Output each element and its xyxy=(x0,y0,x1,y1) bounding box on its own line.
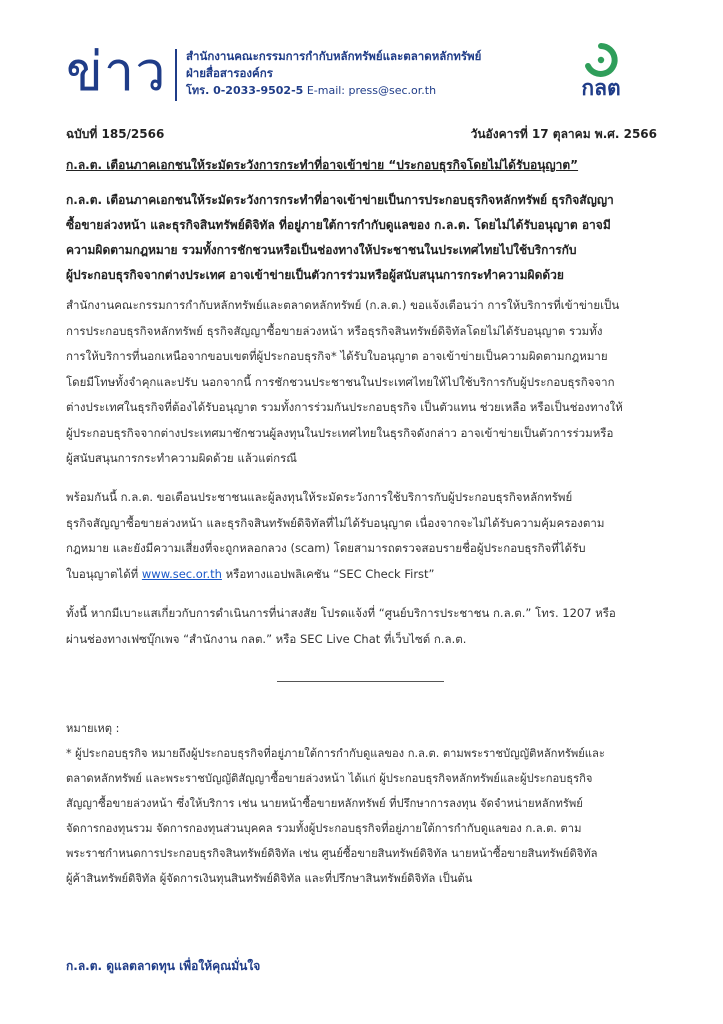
sec-logo-text: กลต xyxy=(581,76,621,100)
footnote-line: ผู้ค้าสินทรัพย์ดิจิทัล ผู้จัดการเงินทุนสินทรัพย์ดิจิทัล และที่ปรึกษาสินทรัพย์ดิจิทัล เป็นต้น xyxy=(66,872,473,885)
paragraph-line: ผู้สนับสนุนการกระทำความผิดด้วย แล้วแต่กรณี xyxy=(66,451,297,465)
lead-line: ผู้ประกอบธุรกิจจากต่างประเทศ อาจเข้าข่ายเป็นตัวการร่วมหรือผู้สนับสนุนการกระทำความผิดด้วย xyxy=(66,268,564,282)
paragraph-line: พร้อมกันนี้ ก.ล.ต. ขอเตือนประชาชนและผู้ลงทุนให้ระมัดระวังการใช้บริการกับผู้ประกอบธุรกิจหลักทรัพย์ xyxy=(66,490,573,504)
footnote-line: จัดการกองทุนรวม จัดการกองทุนส่วนบุคคล รวมทั้งผู้ประกอบธุรกิจที่อยู่ภายใต้การกำกับดูแลของ ก.ล.ต. ตาม xyxy=(66,822,582,835)
paragraph-line: ทั้งนี้ หากมีเบาะแสเกี่ยวกับการดำเนินการที่น่าสงสัย โปรดแจ้งที่ “ศูนย์บริการประชาชน ก.ล.ต.” โทร. 1207 หรือ xyxy=(66,606,616,620)
paragraph-line: ต่างประเทศในธุรกิจที่ต้องได้รับอนุญาต รวมทั้งการร่วมกันประกอบธุรกิจ เป็นตัวแทน ช่วยเหลือ หรือเป็นช่องทางให้ xyxy=(66,400,623,414)
paragraph-line: การประกอบธุรกิจหลักทรัพย์ ธุรกิจสัญญาซื้อขายล่วงหน้า หรือธุรกิจสินทรัพย์ดิจิทัลโดยไม่ได้รับอนุญาต รวมทั้ง xyxy=(66,323,603,338)
footnote-line: * ผู้ประกอบธุรกิจ หมายถึงผู้ประกอบธุรกิจที่อยู่ภายใต้การกำกับดูแลของ ก.ล.ต. ตามพระราชบัญญัติหลักทรัพย์และ xyxy=(66,747,605,760)
lead-line: ซื้อขายล่วงหน้า และธุรกิจสินทรัพย์ดิจิทัล ที่อยู่ภายใต้การกำกับดูแลของ ก.ล.ต. โดยไม่ได้รับอนุญาต อาจมี xyxy=(66,218,611,232)
paragraph-line: การให้บริการที่นอกเหนือจากขอบเขตที่ผู้ประกอบธุรกิจ* ได้รับใบอนุญาต อาจเข้าข่ายเป็นความผิดตามกฎหมาย xyxy=(66,349,608,363)
body-paragraph-2 xyxy=(66,485,666,587)
footnote-line: ตลาดหลักทรัพย์ และพระราชบัญญัติสัญญาซื้อขายล่วงหน้า ได้แก่ ผู้ประกอบธุรกิจหลักทรัพย์และผู้ประกอบธุรกิจ xyxy=(66,772,593,785)
sec-website-link[interactable]: www.sec.or.th xyxy=(141,566,222,581)
release-date: วันอังคารที่ 17 ตุลาคม พ.ศ. 2566 xyxy=(470,127,657,141)
link-prefix: ใบอนุญาตได้ที่ xyxy=(66,566,142,581)
paragraph-line: ธุรกิจสัญญาซื้อขายล่วงหน้า และธุรกิจสินทรัพย์ดิจิทัลที่ไม่ได้รับอนุญาต เนื่องจากจะไม่ได้รับความคุ้มครองตาม xyxy=(66,515,605,530)
office-name: สำนักงานคณะกรรมการกำกับหลักทรัพย์และตลาดหลักทรัพย์ xyxy=(186,49,482,63)
link-suffix: หรือทางแอปพลิเคชัน “SEC Check First” xyxy=(221,566,435,581)
paragraph-line: โดยมีโทษทั้งจำคุกและปรับ นอกจากนี้ การชักชวนประชาชนในประเทศไทยให้ไปใช้บริการกับผู้ประกอบธุรกิจจาก xyxy=(66,374,615,389)
paragraph-line: ผู้ประกอบธุรกิจจากต่างประเทศมาชักชวนผู้ลงทุนในประเทศไทยในธุรกิจดังกล่าว อาจเข้าข่ายเป็นตัวการร่วมหรือ xyxy=(66,425,614,440)
headline: ก.ล.ต. เตือนภาคเอกชนให้ระมัดระวังการกระทำที่อาจเข้าข่าย “ประกอบธุรกิจโดยไม่ได้รับอนุญาต” xyxy=(66,158,579,172)
email-address: E-mail: press@sec.or.th xyxy=(306,84,437,97)
footnote-title: หมายเหตุ : xyxy=(66,722,120,735)
paragraph-line: ผ่านช่องทางเฟซบุ๊กเพจ “สำนักงาน กลต.” หรือ SEC Live Chat ที่เว็บไซต์ ก.ล.ต. xyxy=(66,631,467,646)
department-name: ฝ่ายสื่อสารองค์กร xyxy=(186,66,273,80)
lead-line: ก.ล.ต. เตือนภาคเอกชนให้ระมัดระวังการกระทำที่อาจเข้าข่ายเป็นการประกอบธุรกิจหลักทรัพย์ ธุรกิจสัญญา xyxy=(66,193,614,207)
header-divider xyxy=(175,49,177,101)
issue-number: ฉบับที่ 185/2566 xyxy=(66,127,165,141)
header-info xyxy=(186,48,526,99)
footer-tagline: ก.ล.ต. ดูแลตลาดทุน เพื่อให้คุณมั่นใจ xyxy=(66,959,261,973)
body-paragraph-3 xyxy=(66,601,666,652)
body-paragraph-1 xyxy=(66,293,666,472)
paragraph-line: กฎหมาย และยังมีความเสี่ยงที่จะถูกหลอกลวง (scam) โดยสามารถตรวจสอบรายชื่อผู้ประกอบธุรกิจที่ได้รับ xyxy=(66,541,586,555)
paragraph-line-with-link xyxy=(66,562,666,588)
footnote xyxy=(66,716,676,891)
footnote-line: พระราชกำหนดการประกอบธุรกิจสินทรัพย์ดิจิทัล เช่น ศูนย์ซื้อขายสินทรัพย์ดิจิทัล นายหน้าซื้อขายสินทรัพย์ดิจิทัล xyxy=(66,847,598,860)
contact-line xyxy=(186,82,526,99)
lead-summary xyxy=(66,188,666,288)
paragraph-line: สำนักงานคณะกรรมการกำกับหลักทรัพย์และตลาดหลักทรัพย์ (ก.ล.ต.) ขอแจ้งเตือนว่า การให้บริการที่เข้าข่ายเป็น xyxy=(66,298,620,312)
section-divider xyxy=(277,681,444,682)
footnote-line: สัญญาซื้อขายล่วงหน้า ซึ่งให้บริการ เช่น นายหน้าซื้อขายหลักทรัพย์ ที่ปรึกษาการลงทุน จัดจำหน่ายหลักทรัพย์ xyxy=(66,797,583,810)
phone-number: โทร. 0-2033-9502-5 xyxy=(186,84,304,97)
lead-line: ความผิดตามกฎหมาย รวมทั้งการชักชวนหรือเป็นช่องทางให้ประชาชนในประเทศไทยไปใช้บริการกับ xyxy=(66,243,577,257)
news-word: ข่าว xyxy=(66,40,167,103)
